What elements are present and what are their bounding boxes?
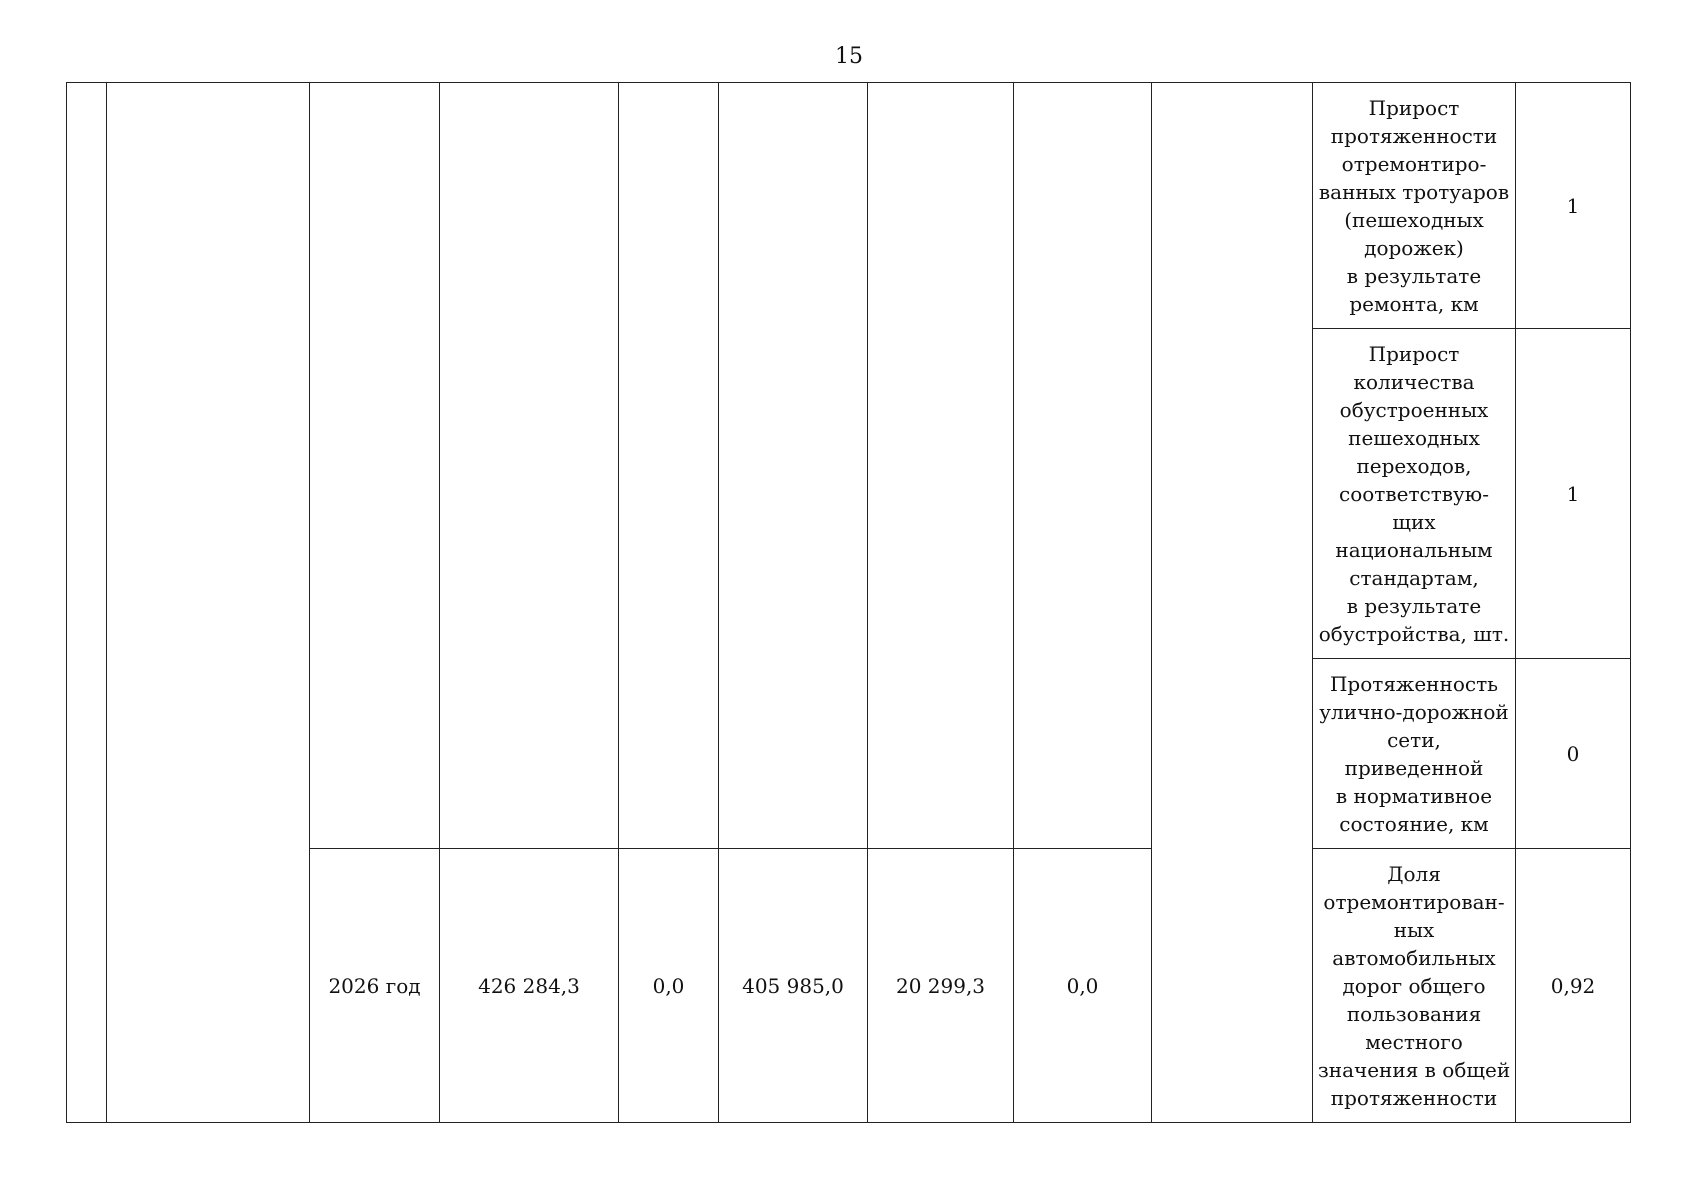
funding-cell: 0,0 [1014,849,1152,1123]
indicator-value: 1 [1566,481,1580,506]
indicator-value-cell [1516,659,1631,849]
indicator-name: Доля отремонтирован- ных автомобильных дорог общего пользования местного значения в общей протяженности [1317,861,1511,1110]
indicator-value: 0,92 [1550,973,1596,998]
funding-cell-empty [619,83,719,849]
indicator-value: 0 [1566,741,1580,766]
year-cell-empty [310,83,440,849]
funding-cell-empty [719,83,868,849]
program-table [66,82,1631,1123]
indicator-value-cell [1516,329,1631,659]
year-cell: 2026 год [310,849,440,1123]
indicator-name: Прирост протяженности отремонтиро- ванных тротуаров (пешеходных дорожек) в результате ремонта, км [1318,95,1510,316]
funding-cell: 20 299,3 [868,849,1014,1123]
funding-cell-empty [1014,83,1152,849]
indicator-name-cell [1313,849,1516,1123]
indicator-name: Прирост количества обустроенных пешеходных переходов, соответствую- щих национальным стандартам, в результате обустройства, шт. [1318,341,1510,646]
measure-name-cell [107,83,310,1123]
page-number: 15 [835,44,863,69]
total-cell-empty [440,83,619,849]
indicator-name-cell [1313,83,1516,329]
funding-cell: 405 985,0 [719,849,868,1123]
indicator-value: 1 [1566,193,1580,218]
indicator-value-cell [1516,83,1631,329]
indicator-name: Протяженность улично-дорожной сети, приведенной в нормативное состояние, км [1319,671,1509,836]
funding-cell: 0,0 [619,849,719,1123]
total-cell: 426 284,3 [440,849,619,1123]
indicator-value-cell [1516,849,1631,1123]
funding-cell-empty [868,83,1014,849]
indicator-name-cell [1313,329,1516,659]
indicator-name-cell [1313,659,1516,849]
executor-cell [1152,83,1313,1123]
table-row [67,83,1631,329]
number-cell [67,83,107,1123]
